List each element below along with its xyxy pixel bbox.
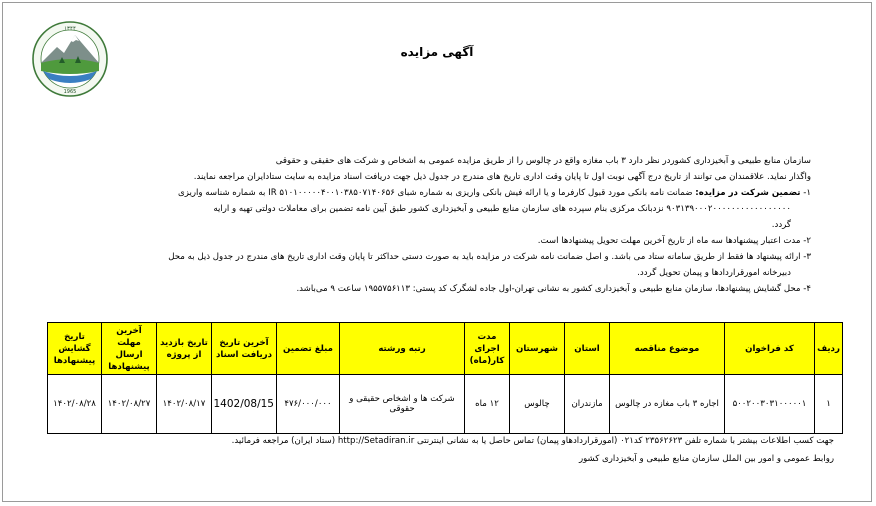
header-submit-deadline: آخرین مهلت ارسال پیشنهادها <box>102 323 157 375</box>
item-line: ۹۰۳۱۳۹۰۰۰۲۰۰۰۰۰۰۰۰۰۰۰۰۰۰۰۰۰ نزدبانک مرکزی بنام سپرده های سازمان منابع طبیعی و آبخیزداری کشور طبق آیین نامه تضمین برای معاملات دولتی تهیه و ارایه <box>213 204 791 214</box>
cell-subject: اجاره ۳ باب مغازه در چالوس <box>610 375 725 434</box>
item-number: ۲- <box>803 236 811 246</box>
header-province: استان <box>565 323 610 375</box>
item-line: گردد. <box>771 220 791 230</box>
cell-visit-date: ۱۴۰۲/۰۸/۱۷ <box>157 375 212 434</box>
header-doc-deadline: آخرین تاریخ دریافت اسناد <box>212 323 277 375</box>
cell-call-code: ۵۰۰۲۰۰۳۰۳۱۰۰۰۰۰۱ <box>725 375 815 434</box>
intro-line: سازمان منابع طبیعی و آبخیزداری کشوردر نظر دارد ۳ باب مغازه واقع در چالوس را از طریق مزایده عمومی به اشخاص و شرکت های حقیقی و حقوقی <box>275 156 811 166</box>
header-city: شهرستان <box>510 323 565 375</box>
condition-item <box>53 249 811 265</box>
cell-doc-deadline: 1402/08/15 <box>212 375 277 434</box>
table-header-row <box>48 323 843 375</box>
logo-year: ۱۳۴۴ <box>64 26 76 32</box>
condition-item <box>53 185 811 201</box>
header-opening-date: تاریخ گشایش پیشنهادها <box>48 323 102 375</box>
header-duration: مدت اجرای کار(ماه) <box>465 323 510 375</box>
cell-guarantee: ۴۷۶/۰۰۰/۰۰۰ <box>277 375 340 434</box>
item-line: ضمانت نامه بانکی مورد قبول کارفرما و یا ارائه فیش بانکی واریزی به شماره شبای IR ۵۱۰۱۰۰۰۰۰۴۰۰۱۰۳۸۵۰۷۱۴۰۶۵۶ به شماره شناسه واریزی <box>178 188 696 198</box>
table-row <box>48 375 843 434</box>
item-number: ۱- <box>803 188 811 198</box>
cell-city: چالوس <box>510 375 565 434</box>
item-line: دبیرخانه امورقراردادها و پیمان تحویل گردد. <box>637 268 791 278</box>
item-number: ۳- <box>803 252 811 262</box>
condition-item <box>53 281 811 297</box>
header-row-number: ردیف <box>815 323 843 375</box>
organization-logo <box>31 13 109 113</box>
header-subject: موضوع مناقصه <box>610 323 725 375</box>
notice-frame <box>2 2 872 502</box>
tender-table <box>47 322 843 434</box>
logo-established: 1965 <box>63 89 77 95</box>
item-line: ارائه پیشنهاد ها فقط از طریق سامانه ستاد می باشد. و اصل ضمانت نامه شرکت در مزایده باید به صورت دستی حداکثر تا پایان وقت اداری تاریخ های مندرج در جدول ذیل به محل <box>168 252 801 262</box>
cell-province: مازندران <box>565 375 610 434</box>
header-guarantee: مبلغ تضمین <box>277 323 340 375</box>
item-line: مدت اعتبار پیشنهادها سه ماه از تاریخ آخرین مهلت تحویل پیشنهادها است. <box>537 236 801 246</box>
cell-row-number: ۱ <box>815 375 843 434</box>
item-line: محل گشایش پیشنهادها، سازمان منابع طبیعی و آبخیزداری کشور به نشانی تهران-اول جاده لشگرک کد پستی: ۱۹۵۵۷۵۶۱۱۳ ساعت ۹ می‌باشد. <box>296 284 801 294</box>
condition-item <box>53 233 811 249</box>
cell-submit-deadline: ۱۴۰۲/۰۸/۲۷ <box>102 375 157 434</box>
header-rank: رتبه ورشته <box>340 323 465 375</box>
notice-title: آگهی مزایده <box>400 45 474 59</box>
item-number: ۴- <box>803 284 811 294</box>
item-heading: تضمین شرکت در مزایده: <box>695 188 801 198</box>
header-call-code: کد فراخوان <box>725 323 815 375</box>
header-visit-date: تاریخ بازدید از پروژه <box>157 323 212 375</box>
cell-opening-date: ۱۴۰۲/۰۸/۲۸ <box>48 375 102 434</box>
cell-duration: ۱۲ ماه <box>465 375 510 434</box>
publisher-line: روابط عمومی و امور بین الملل سازمان منابع طبیعی و آبخیزداری کشور <box>578 454 834 464</box>
intro-line: واگذار نماید. علاقمندان می توانند از تاریخ درج آگهی نوبت اول تا پایان وقت اداری تاریخ های مندرج در جدول ذیل جهت دریافت اسناد مزایده به سایت ستادایران مراجعه نمایند. <box>193 172 811 182</box>
contact-info: جهت کسب اطلاعات بیشتر با شماره تلفن ۲۳۵۶۲۶۲۳ کد۰۲۱ (امورقراردادهاو پیمان) تماس حاصل یا به نشانی اینترنتی http://Setadiran.ir (ستاد ایران) مراجعه فرمائید. <box>231 436 834 446</box>
cell-rank: شرکت ها و اشخاص حقیقی و حقوقی <box>340 375 465 434</box>
notice-body <box>53 153 811 297</box>
